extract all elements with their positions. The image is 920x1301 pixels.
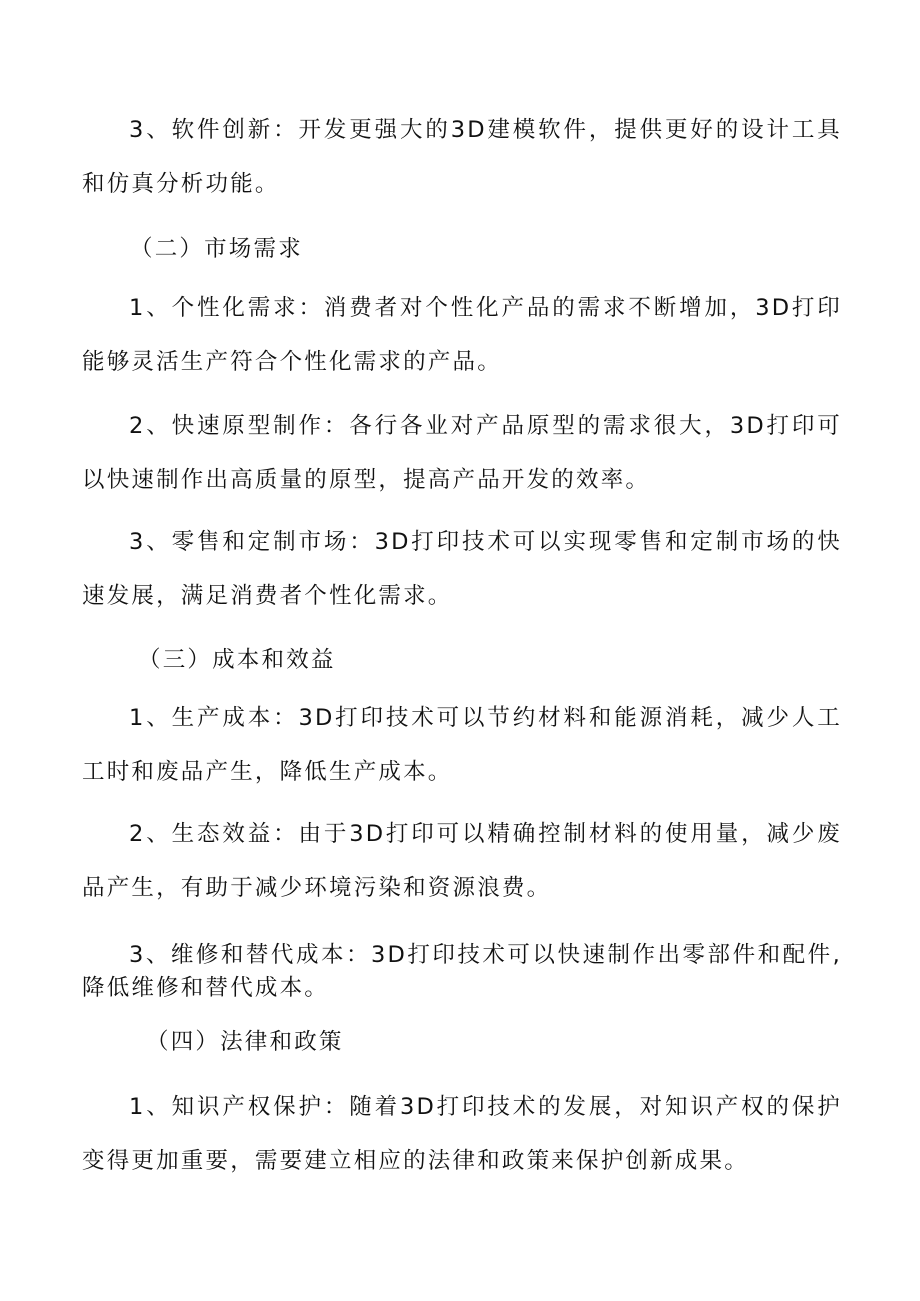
paragraph-text: 3、软件创新：开发更强大的3D建模软件，提供更好的设计工具和仿真分析功能。 [82, 117, 842, 197]
paragraph-personalized-demand [82, 281, 842, 389]
paragraph-retail-custom-market [82, 515, 842, 623]
paragraph-text: 1、生产成本：3D打印技术可以节约材料和能源消耗，减少人工工时和废品产生，降低生产成本。 [82, 705, 842, 785]
section-heading-cost-benefit: （三）成本和效益 [138, 647, 336, 673]
paragraph-text: 2、生态效益：由于3D打印可以精确控制材料的使用量，减少废品产生，有助于减少环境污染和资源浪费。 [82, 821, 842, 901]
paragraph-text: 1、个性化需求：消费者对个性化产品的需求不断增加，3D打印能够灵活生产符合个性化需求的产品。 [82, 295, 842, 375]
section-heading-market-demand: （二）市场需求 [130, 236, 303, 262]
paragraph-repair-replacement-cost [82, 939, 842, 1005]
paragraph-text: 1、知识产权保护：随着3D打印技术的发展，对知识产权的保护变得更加重要，需要建立相应的法律和政策来保护创新成果。 [82, 1094, 842, 1174]
paragraph-ecological-benefit [82, 807, 842, 915]
paragraph-ip-protection [82, 1080, 842, 1188]
paragraph-rapid-prototyping [82, 399, 842, 507]
paragraph-text: 3、零售和定制市场：3D打印技术可以实现零售和定制市场的快速发展，满足消费者个性化需求。 [82, 529, 842, 609]
paragraph-text: 3、维修和替代成本：3D打印技术可以快速制作出零部件和配件,降低维修和替代成本。 [82, 942, 842, 1001]
paragraph-software-innovation [82, 103, 842, 211]
section-heading-law-policy: （四）法律和政策 [146, 1029, 344, 1055]
paragraph-production-cost [82, 691, 842, 799]
paragraph-text: 2、快速原型制作：各行各业对产品原型的需求很大，3D打印可以快速制作出高质量的原型，提高产品开发的效率。 [82, 413, 842, 493]
